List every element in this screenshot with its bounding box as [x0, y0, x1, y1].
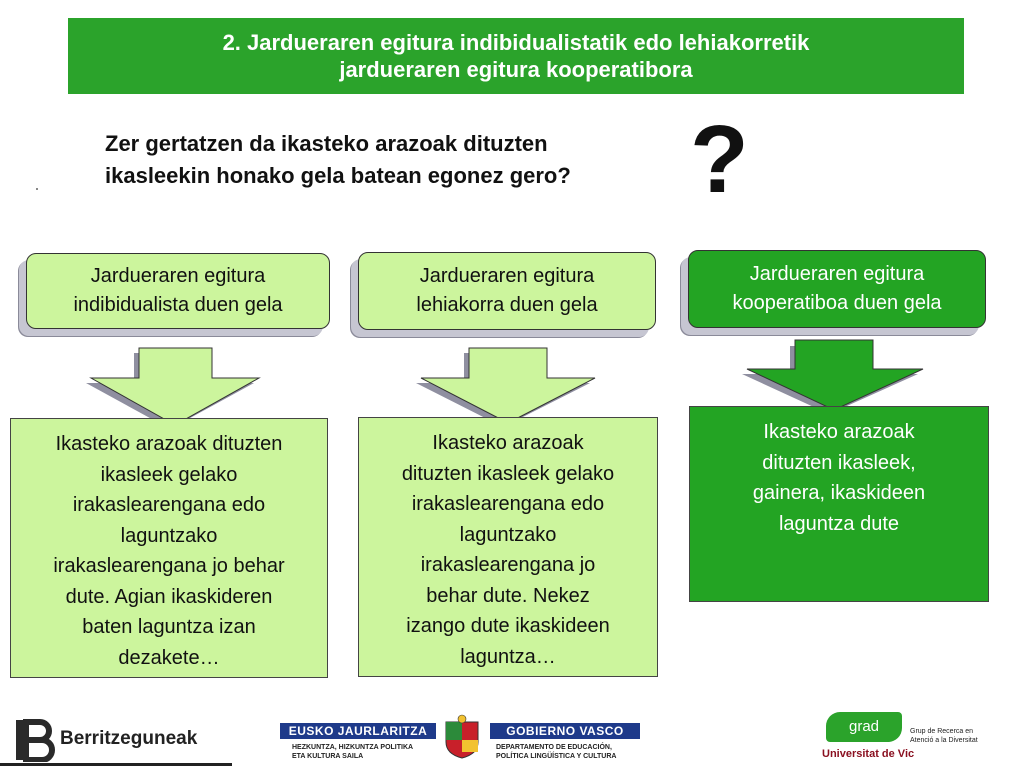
body-line: laguntza dute [778, 512, 900, 535]
heading-competitive-line2: lehiakorra duen gela [416, 294, 598, 316]
eusko-sub-line2: ETA KULTURA SAILA [292, 753, 364, 760]
slide-title-line2: jardueraren egitura kooperatibora [339, 57, 693, 82]
heading-cooperative-line2: kooperatiboa duen gela [732, 292, 942, 314]
question-mark: ? [690, 106, 749, 213]
body-line: gainera, ikaskideen [752, 482, 926, 504]
body-line: izango dute ikaskideen [406, 615, 610, 637]
body-cooperative [689, 406, 989, 602]
heading-individualist [26, 253, 330, 329]
body-line: dezakete… [118, 646, 220, 669]
heading-individualist-line2: indibidualista duen gela [73, 294, 283, 316]
body-line: baten laguntza izan [82, 616, 256, 638]
question-text [105, 128, 725, 192]
body-line: irakaslearengana edo [411, 493, 605, 515]
body-individualist [10, 418, 328, 678]
body-line: laguntzako [120, 524, 218, 547]
eusko-sub-line1: HEZKUNTZA, HIZKUNTZA POLITIKA [292, 744, 414, 751]
body-line: dute. Agian ikaskideren [65, 585, 273, 608]
body-line: Ikasteko arazoak dituzten [55, 433, 283, 455]
body-line: irakaslearengana edo [72, 494, 266, 516]
grup-line2: Atenció a la Diversitat [910, 737, 978, 744]
berritzegune-logo-icon [14, 718, 58, 762]
body-line: Ikasteko arazoak [432, 432, 584, 454]
heading-cooperative-line1: Jardueraren egitura [749, 263, 925, 285]
footer-divider [0, 763, 232, 766]
gobierno-vasco-label: GOBIERNO VASCO [490, 723, 640, 739]
body-line: laguntza… [460, 645, 556, 668]
body-competitive [358, 417, 658, 677]
heading-competitive [358, 252, 656, 330]
body-line: behar dute. Nekez [426, 584, 590, 607]
body-line: dituzten ikasleek gelako [401, 462, 615, 485]
berritzegune-name: Berritzeguneak [60, 728, 198, 749]
heading-competitive-line1: Jardueraren egitura [419, 265, 595, 287]
grup-recerca-text [910, 727, 1020, 745]
slide-title [68, 18, 964, 94]
body-line: irakaslearengana jo [420, 554, 596, 576]
decorative-dot [36, 188, 38, 190]
body-line: Ikasteko arazoak [763, 421, 915, 443]
slide-title-line1: 2. Jardueraren egitura indibidualistatik edo lehiakorretik [222, 30, 810, 55]
body-line: laguntzako [459, 523, 557, 546]
gobierno-subtitle [496, 743, 616, 761]
gobierno-sub-line1: DEPARTAMENTO DE EDUCACIÓN, [496, 744, 612, 751]
heading-individualist-line1: Jardueraren egitura [90, 265, 266, 287]
grad-logo: grad [826, 712, 902, 742]
universitat-vic-label: Universitat de Vic [822, 748, 915, 760]
grup-line1: Grup de Recerca en [910, 728, 974, 735]
eusko-subtitle [292, 743, 413, 761]
eusko-jaurlaritza-label: EUSKO JAURLARITZA [280, 723, 436, 739]
body-line: irakaslearengana jo behar [53, 555, 285, 577]
gobierno-sub-line2: POLÍTICA LINGÜÍSTICA Y CULTURA [496, 753, 617, 760]
body-line: dituzten ikasleek, [762, 451, 916, 474]
question-line2: ikasleekin honako gela batean egonez gero? [105, 163, 571, 188]
basque-shield-icon [442, 714, 482, 760]
question-line1: Zer gertatzen da ikasteko arazoak dituzten [105, 131, 548, 156]
heading-cooperative [688, 250, 986, 328]
body-line: ikasleek gelako [100, 463, 238, 486]
